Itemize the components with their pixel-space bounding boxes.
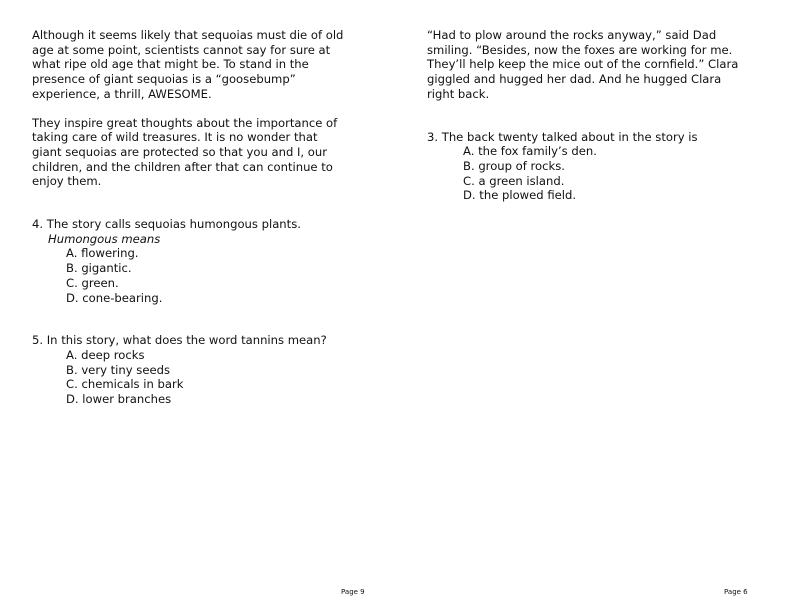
question-4-stem: 4. The story calls sequoias humongous plants. xyxy=(32,217,301,232)
option-b: B. group of rocks. xyxy=(463,158,565,173)
question-4-subprompt: Humongous means xyxy=(48,231,161,246)
option-c: C. green. xyxy=(66,275,119,290)
question-5-options xyxy=(32,348,377,407)
option-b: B. very tiny seeds xyxy=(66,362,170,377)
option-d: D. the plowed field. xyxy=(463,188,577,203)
question-3-options xyxy=(427,144,772,203)
paragraph-wild-treasures: They inspire great thoughts about the importance of taking care of wild treasures. It is no wonder that giant sequoias are protected so that you and I, our children, and the children after that can continue to enjoy them. xyxy=(32,115,338,189)
paragraph-plow-rocks: “Had to plow around the rocks anyway,” said Dad smiling. “Besides, now the foxes are working for me. They’ll help keep the mice out of the cornfield.” Clara giggled and hugged her dad. And he hugged Clara right back. xyxy=(427,28,739,101)
question-4-options xyxy=(32,246,377,305)
option-a: A. flowering. xyxy=(66,246,139,261)
question-3-stem: 3. The back twenty talked about in the story is xyxy=(427,129,698,144)
question-5-stem: 5. In this story, what does the word tannins mean? xyxy=(32,333,327,348)
question-5 xyxy=(32,333,377,407)
option-c: C. a green island. xyxy=(463,173,565,188)
page-number-right: Page 6 xyxy=(724,588,748,596)
left-page xyxy=(32,28,377,407)
option-a: A. deep rocks xyxy=(66,347,145,362)
question-3 xyxy=(427,130,772,204)
right-page xyxy=(427,28,772,203)
question-4 xyxy=(32,217,377,305)
option-d: D. cone-bearing. xyxy=(66,290,163,305)
option-c: C. chemicals in bark xyxy=(66,377,184,392)
option-b: B. gigantic. xyxy=(66,261,132,276)
option-a: A. the fox family’s den. xyxy=(463,144,597,159)
page-number-left: Page 9 xyxy=(341,588,365,596)
paragraph-sequoia-age: Although it seems likely that sequoias must die of old age at some point, scientists cannot say for sure at what ripe old age that might be. To stand in the presence of giant sequoias is a “goosebump” experience, a thrill, AWESOME. xyxy=(32,28,344,101)
option-d: D. lower branches xyxy=(66,392,172,407)
